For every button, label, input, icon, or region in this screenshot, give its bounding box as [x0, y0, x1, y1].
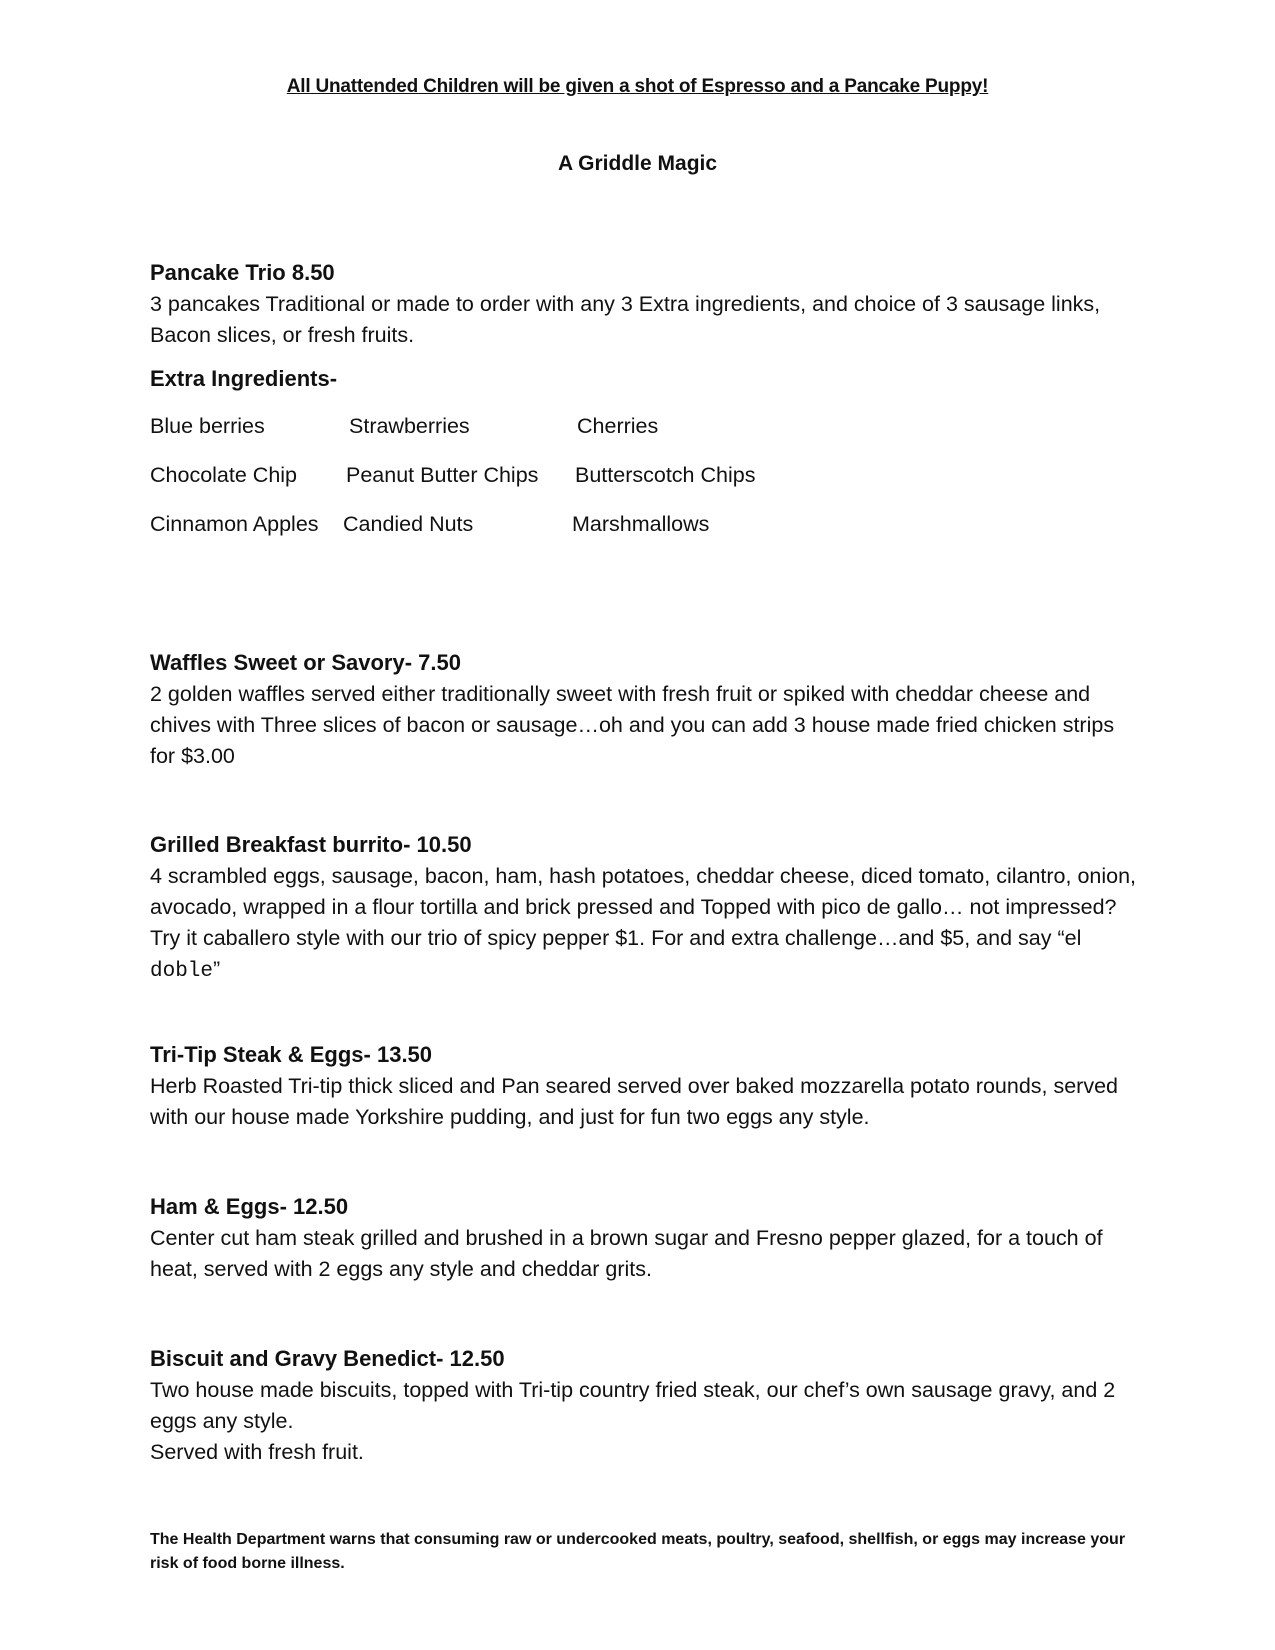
pancake-trio-description: 3 pancakes Traditional or made to order with any 3 Extra ingredients, and choice of 3 sausage links, Bacon slices, or fresh fruits. [150, 292, 1101, 347]
extra-ingredient: Peanut Butter Chips [346, 463, 539, 487]
extra-ingredient: Marshmallows [572, 512, 710, 536]
waffles-description: 2 golden waffles served either traditionally sweet with fresh fruit or spiked with cheddar cheese and chives with Three slices of bacon or sausage…oh and you can add 3 house made fried chicken strips for $3.00 [150, 682, 1115, 768]
extra-ingredient: Butterscotch Chips [575, 463, 756, 487]
health-warning: The Health Department warns that consuming raw or undercooked meats, poultry, seafood, shellfish, or eggs may increase your risk of food borne illness. [150, 1531, 1126, 1572]
waffles-heading: Waffles Sweet or Savory- 7.50 [150, 650, 461, 675]
extra-ingredient: Cherries [577, 414, 659, 438]
menu-section-title: A Griddle Magic [557, 152, 718, 175]
extra-ingredient: Cinnamon Apples [150, 512, 319, 536]
burrito-description [150, 861, 1140, 987]
benedict-heading: Biscuit and Gravy Benedict- 12.50 [150, 1346, 505, 1371]
burrito-description-doble: doble [150, 960, 214, 983]
extra-ingredient: Strawberries [349, 414, 470, 438]
extra-ingredients-heading: Extra Ingredients- [150, 366, 338, 391]
extra-ingredient: Chocolate Chip [150, 463, 298, 487]
tri-tip-heading: Tri-Tip Steak & Eggs- 13.50 [150, 1042, 433, 1067]
benedict-description-line1: Two house made biscuits, topped with Tri-tip country fried steak, our chef’s own sausage gravy, and 2 eggs any style. [150, 1378, 1116, 1433]
children-notice: All Unattended Children will be given a shot of Espresso and a Pancake Puppy! [286, 76, 989, 97]
benedict-description [150, 1375, 1140, 1468]
burrito-heading: Grilled Breakfast burrito- 10.50 [150, 832, 472, 857]
benedict-description-line2: Served with fresh fruit. [150, 1440, 364, 1464]
burrito-description-end: ” [213, 957, 221, 981]
pancake-trio-heading: Pancake Trio 8.50 [150, 260, 335, 285]
ham-eggs-description: Center cut ham steak grilled and brushed in a brown sugar and Fresno pepper glazed, for a touch of heat, served with 2 eggs any style and cheddar grits. [150, 1226, 1103, 1281]
tri-tip-description: Herb Roasted Tri-tip thick sliced and Pan seared served over baked mozzarella potato rounds, served with our house made Yorkshire pudding, and just for fun two eggs any style. [150, 1074, 1119, 1129]
ham-eggs-heading: Ham & Eggs- 12.50 [150, 1194, 349, 1219]
burrito-description-text: 4 scrambled eggs, sausage, bacon, ham, hash potatoes, cheddar cheese, diced tomato, cilantro, onion, avocado, wrapped in a flour tortilla and brick pressed and Topped with pico de gallo… not impressed? Try it caballero style with our trio of spicy pepper $1. For and extra challenge…and $5, and say “el [150, 864, 1137, 950]
extra-ingredient: Blue berries [150, 414, 265, 438]
extra-ingredient: Candied Nuts [343, 512, 474, 536]
